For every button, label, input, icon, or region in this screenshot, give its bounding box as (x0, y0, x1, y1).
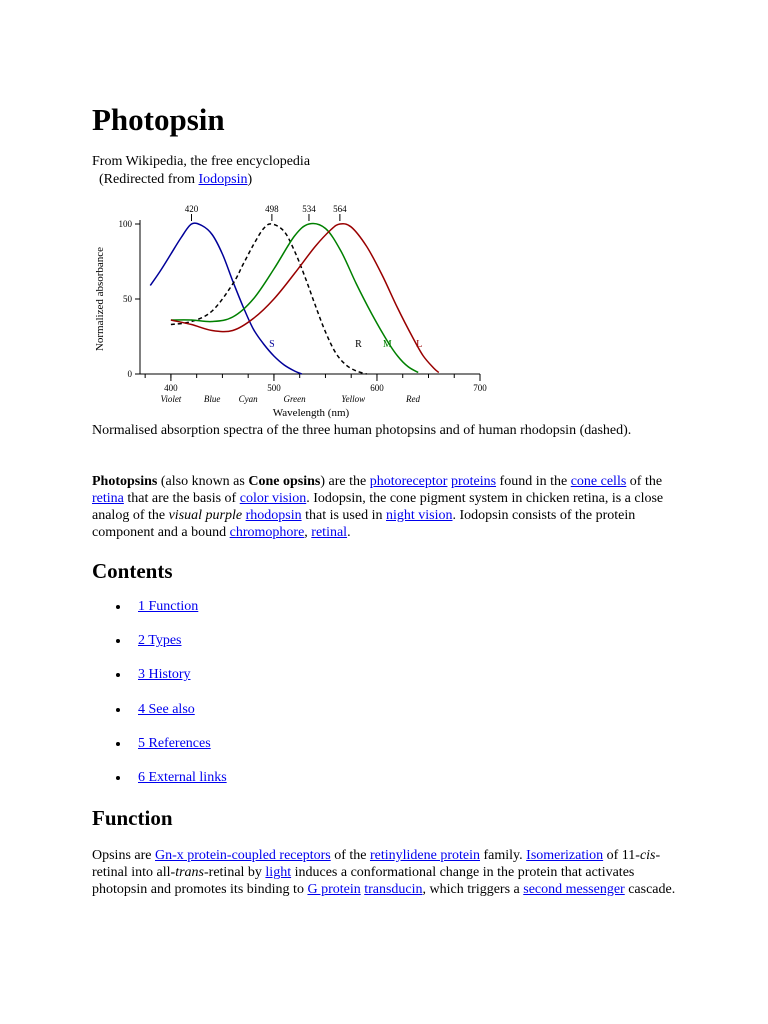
series-label-r: R (355, 339, 362, 350)
series-line-m (171, 224, 418, 373)
color-band-label: Green (283, 394, 306, 404)
link-second-messenger[interactable]: second messenger (523, 882, 625, 897)
function-text: of the (330, 848, 370, 863)
link-iodopsin[interactable]: Iodopsin (198, 172, 248, 187)
intro-text: (also known as (157, 474, 249, 489)
series-line-l (171, 224, 439, 373)
x-tick-label: 700 (473, 383, 487, 393)
link-light[interactable]: light (265, 865, 292, 880)
y-tick-label: 50 (123, 294, 132, 304)
intro-text: that are the basis of (123, 491, 240, 506)
series-line-s (150, 223, 301, 374)
function-text: -retinal by (204, 865, 266, 880)
intro-text: , (304, 525, 312, 540)
toc-item (92, 769, 227, 803)
intro-text: found in the (496, 474, 571, 489)
italic-cis: cis (639, 848, 656, 863)
contents-heading: Contents (92, 559, 173, 583)
intro-text: . (347, 525, 351, 540)
toc-item (92, 701, 227, 735)
toc-link-function[interactable]: 1 Function (138, 599, 199, 614)
link-chromophore[interactable]: chromophore (229, 525, 305, 540)
color-band-label: Yellow (341, 394, 366, 404)
function-heading: Function (92, 806, 173, 830)
series-label-l: L (416, 339, 423, 350)
y-tick-label: 0 (127, 369, 132, 379)
function-text: , which triggers a (422, 882, 524, 897)
link-transducin[interactable]: transducin (364, 882, 423, 897)
figure-caption: Normalised absorption spectra of the three human photopsins and of human rhodopsin (dashed). (92, 423, 632, 438)
toc-link-external-links[interactable]: 6 External links (138, 769, 227, 785)
series-label-m: M (382, 339, 392, 350)
link-retinal[interactable]: retinal (311, 525, 348, 540)
italic-trans: trans (175, 865, 204, 880)
link-night-vision[interactable]: night vision (385, 508, 453, 523)
link-rhodopsin[interactable]: rhodopsin (245, 508, 302, 523)
function-text: cascade. (624, 882, 676, 897)
link-isomerization[interactable]: Isomerization (526, 848, 604, 863)
link-retinylidene-protein[interactable]: retinylidene protein (369, 848, 481, 863)
x-tick-label: 400 (164, 383, 178, 393)
toc-item (92, 598, 227, 632)
link-photoreceptor[interactable]: photoreceptor (369, 474, 448, 489)
color-band-label: Blue (203, 394, 221, 404)
redirect-notice (99, 171, 252, 188)
y-tick-label: 100 (118, 219, 132, 229)
y-axis-label: Normalized absorbance (94, 246, 106, 352)
toc-item (92, 666, 227, 700)
link-retina[interactable]: retina (92, 491, 124, 506)
intro-text: of the (626, 474, 663, 489)
peak-label: 534 (302, 204, 316, 214)
color-band-label: Cyan (238, 394, 258, 404)
intro-text: that is used in (301, 508, 386, 523)
page-title: Photopsin (92, 102, 225, 137)
toc-item (92, 632, 227, 666)
table-of-contents (92, 598, 227, 803)
toc-link-references[interactable]: 5 References (138, 735, 211, 751)
peak-label: 564 (333, 204, 347, 214)
toc-item (92, 735, 227, 769)
intro-text: ) are the (320, 474, 370, 489)
link-cone-cells[interactable]: cone cells (570, 474, 627, 489)
redirect-suffix: ) (247, 172, 253, 187)
function-text: induces a conformational change in the protein that activates photopsin and promotes its binding to (92, 865, 635, 897)
link-g-protein[interactable]: G protein (307, 882, 361, 897)
function-text: family. (480, 848, 527, 863)
term-photopsins: Photopsins (92, 474, 158, 489)
function-text: Opsins are (92, 848, 155, 863)
series-label-s: S (269, 339, 275, 350)
peak-label: 498 (265, 204, 279, 214)
italic-visual-purple: visual purple (168, 508, 243, 523)
x-tick-label: 500 (267, 383, 281, 393)
link-proteins[interactable]: proteins (450, 474, 497, 489)
intro-text: . Iodopsin consists of the protein component and a bound (92, 508, 636, 540)
intro-paragraph (92, 473, 672, 541)
x-axis-label: Wavelength (nm) (272, 407, 350, 419)
function-text: -retinal into all- (92, 848, 661, 880)
color-band-label: Violet (160, 394, 182, 404)
toc-link-see-also[interactable]: 4 See also (138, 701, 195, 717)
x-tick-label: 600 (370, 383, 384, 393)
peak-label: 420 (184, 204, 199, 214)
link-color-vision[interactable]: color vision (239, 491, 307, 506)
function-paragraph (92, 847, 677, 898)
link-g-protein-coupled-receptors[interactable]: Gn-x protein-coupled receptors (155, 848, 331, 863)
toc-link-types[interactable]: 2 Types (138, 633, 182, 649)
redirect-prefix: (Redirected from (99, 172, 199, 187)
toc-link-history[interactable]: 3 History (138, 667, 191, 683)
function-text: of 11- (603, 848, 640, 863)
color-band-label: Red (406, 394, 421, 404)
from-wikipedia-tagline: From Wikipedia, the free encyclopedia (92, 154, 311, 169)
term-cone-opsins: Cone opsins (248, 474, 321, 489)
intro-text: . Iodopsin, the cone pigment system in chicken retina, is a close analog of the (92, 491, 664, 523)
absorption-spectra-chart (90, 196, 500, 422)
